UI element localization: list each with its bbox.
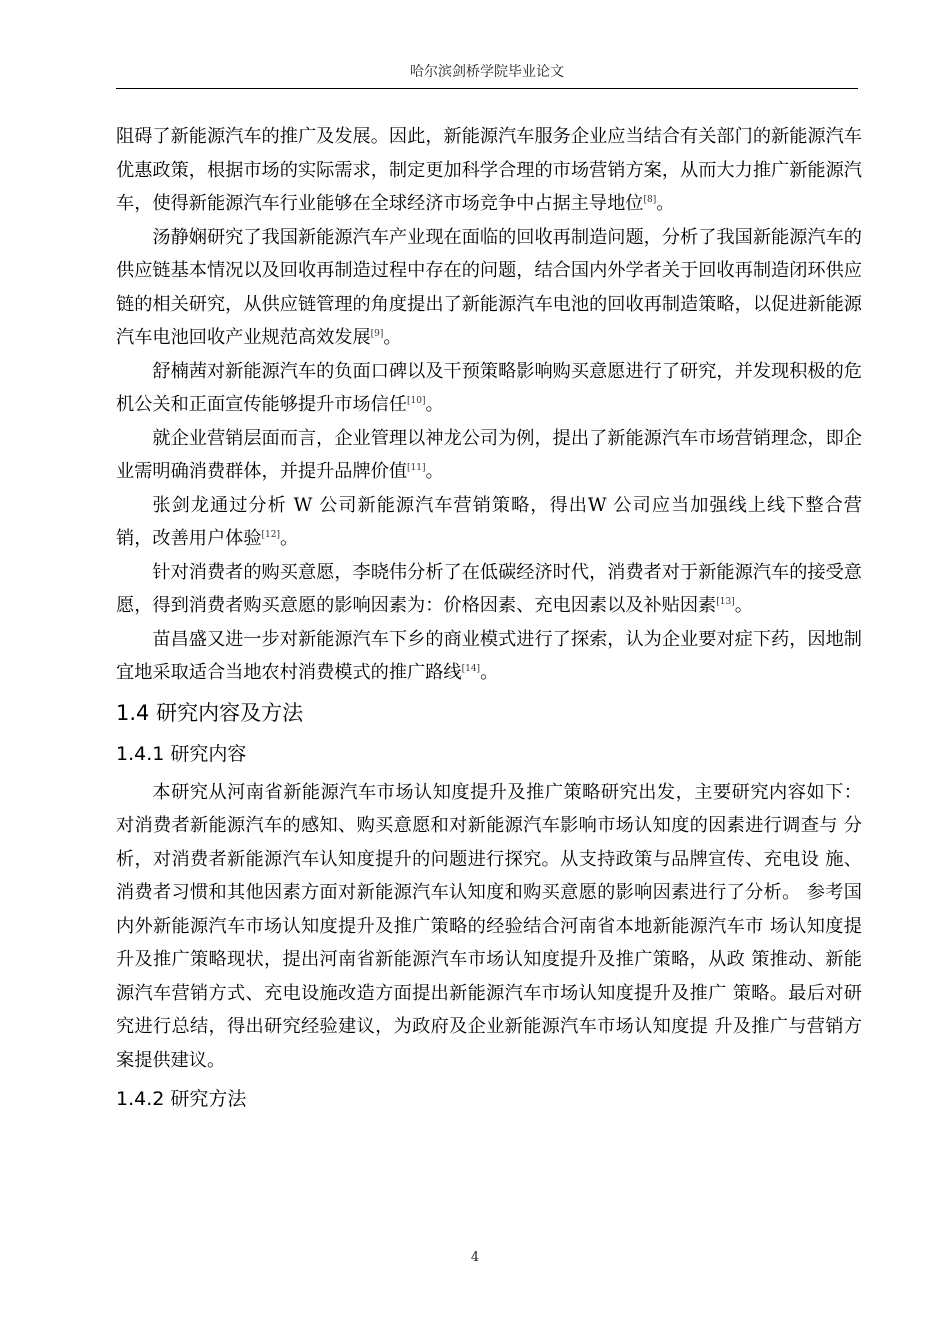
section-heading-1-4: 1.4 研究内容及方法	[116, 700, 304, 725]
paragraph-continued: 阻碍了新能源汽车的推广及发展。因此，新能源汽车服务企业应当结合有关部门的新能源汽车优惠政策，根据市场的实际需求，制定更加科学合理的市场营销方案，从而大力推广新能源汽车，使得新能源汽车行业能够在全球经济市场竞争中占据主导地位[8]。	[116, 126, 862, 214]
paragraph-zhang: 张剑龙通过分析 W 公司新能源汽车营销策略，得出W 公司应当加强线上线下整合营 销，改善用户体验[12]。	[116, 494, 862, 549]
citation: [14]	[461, 664, 481, 674]
paragraph-li: 针对消费者的购买意愿，李晓伟分析了在低碳经济时代，消费者对于新能源汽车的接受意愿，得到消费者购买意愿的影响因素为：价格因素、充电因素以及补贴因素[13]。	[116, 561, 862, 616]
citation: [9]	[370, 329, 384, 339]
citation: [13]	[716, 597, 735, 607]
page-number: 4	[470, 1250, 480, 1265]
document-body	[116, 120, 862, 1121]
paragraph-enterprise: 就企业营销层面而言，企业管理以神龙公司为例，提出了新能源汽车市场营销理念，即企业需明确消费群体，并提升品牌价值[11]。	[116, 427, 862, 482]
subsection-heading-1-4-2: 1.4.2 研究方法	[116, 1088, 247, 1110]
paragraph-shu: 舒楠茜对新能源汽车的负面口碑以及干预策略影响购买意愿进行了研究，并发现积极的危机公关和正面宣传能够提升市场信任[10]。	[116, 360, 862, 415]
paragraph-miao: 苗昌盛又进一步对新能源汽车下乡的商业模式进行了探索，认为企业要对症下药，因地制宜地采取适合当地农村消费模式的推广路线[14]。	[116, 628, 862, 683]
paragraph-tang: 汤静娴研究了我国新能源汽车产业现在面临的回收再制造问题，分析了我国新能源汽车的供应链基本情况以及回收再制造过程中存在的问题，结合国内外学者关于回收再制造闭环供应链的相关研究，从供应链管理的角度提出了新能源汽车电池的回收再制造策略，以促进新能源汽车电池回收产业规范高效发展[9]。	[116, 226, 862, 348]
citation: [10]	[407, 396, 426, 406]
paragraph-research-content: 本研究从河南省新能源汽车市场认知度提升及推广策略研究出发，主要研究内容如下： 对消费者新能源汽车的感知、购买意愿和对新能源汽车影响市场认知度的因素进行调查与 分析，对消费者新能源汽车认知度提升的问题进行探究。从支持政策与品牌宣传、充电设 施、消费者习惯和其他因素方面对新能源汽车认知度和购买意愿的影响因素进行了分析。 参考国内外新能源汽车市场认知度提升及推广策略的经验结合河南省本地新能源汽车市 场认知度提升及推广策略现状，提出河南省新能源汽车市场认知度提升及推广策略，从政 策推动、新能源汽车营销方式、充电设施改造方面提出新能源汽车市场认知度提升及推广 策略。最后对研究进行总结，得出研究经验建议，为政府及企业新能源汽车市场认知度提 升及推广与营销方案提供建议。	[116, 781, 862, 1071]
citation: [8]	[643, 195, 657, 205]
subsection-heading-1-4-1: 1.4.1 研究内容	[116, 742, 247, 765]
header-rule	[116, 88, 858, 89]
citation: [11]	[407, 463, 426, 473]
citation: [12]	[261, 530, 280, 540]
running-header: 哈尔滨剑桥学院毕业论文	[410, 64, 564, 80]
